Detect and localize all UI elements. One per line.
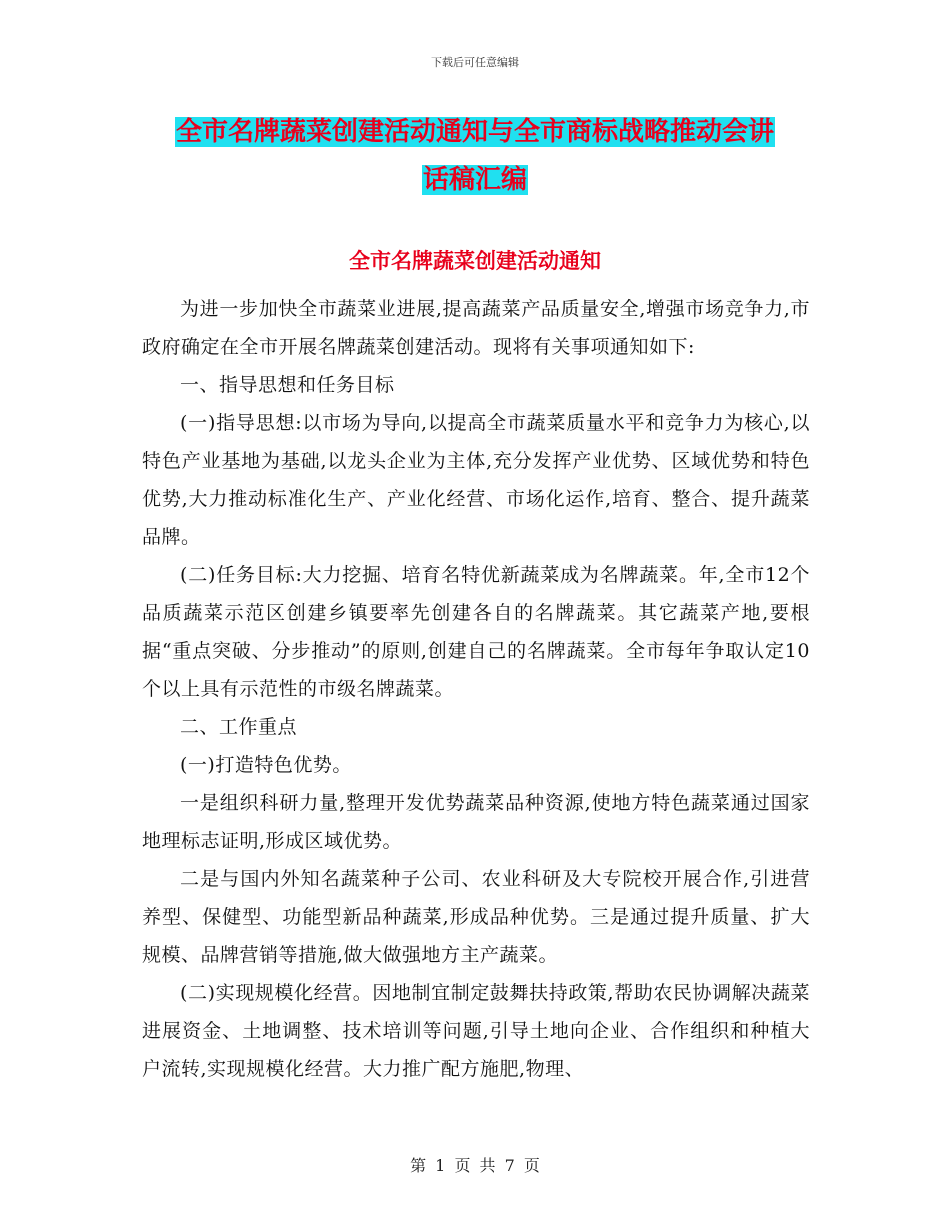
paragraph: 为进一步加快全市蔬菜业进展,提高蔬菜产品质量安全,增强市场竞争力,市政府确定在全市开展名牌蔬菜创建活动。现将有关事项通知如下: bbox=[142, 298, 810, 358]
paragraph: (二)实现规模化经营。因地制宜制定鼓舞扶持政策,帮助农民协调解决蔬菜进展资金、土地调整、技术培训等问题,引导土地向企业、合作组织和种植大户流转,实现规模化经营。大力推广配方施肥,物理、 bbox=[142, 982, 810, 1080]
body-text bbox=[142, 290, 810, 1088]
header-note: 下载后可任意编辑 bbox=[431, 56, 519, 69]
document-title-line-1: 全市名牌蔬菜创建活动通知与全市商标战略推动会讲 bbox=[175, 117, 774, 147]
paragraph: (一)指导思想:以市场为导向,以提高全市蔬菜质量水平和竞争力为核心,以特色产业基地为基础,以龙头企业为主体,充分发挥产业优势、区域优势和特色优势,大力推动标准化生产、产业化经营、市场化运作,培育、整合、提升蔬菜品牌。 bbox=[142, 412, 810, 548]
paragraph: 一、指导思想和任务目标 bbox=[180, 374, 395, 396]
document-title-line-2: 话稿汇编 bbox=[422, 165, 527, 195]
section-title: 全市名牌蔬菜创建活动通知 bbox=[349, 249, 601, 273]
paragraph: (一)打造特色优势。 bbox=[180, 754, 352, 776]
paragraph: 二、工作重点 bbox=[180, 716, 298, 738]
document-title bbox=[140, 108, 810, 204]
paragraph: 二是与国内外知名蔬菜种子公司、农业科研及大专院校开展合作,引进营养型、保健型、功能型新品种蔬菜,形成品种优势。三是通过提升质量、扩大规模、品牌营销等措施,做大做强地方主产蔬菜。 bbox=[142, 868, 810, 966]
paragraph: (二)任务目标:大力挖掘、培育名特优新蔬菜成为名牌蔬菜。年,全市12个品质蔬菜示范区创建乡镇要率先创建各自的名牌蔬菜。其它蔬菜产地,要根据“重点突破、分步推动”的原则,创建自己的名牌蔬菜。全市每年争取认定10个以上具有示范性的市级名牌蔬菜。 bbox=[142, 564, 810, 700]
page-footer: 第 1 页 共 7 页 bbox=[410, 1156, 540, 1175]
paragraph: 一是组织科研力量,整理开发优势蔬菜品种资源,使地方特色蔬菜通过国家地理标志证明,形成区域优势。 bbox=[142, 792, 810, 852]
